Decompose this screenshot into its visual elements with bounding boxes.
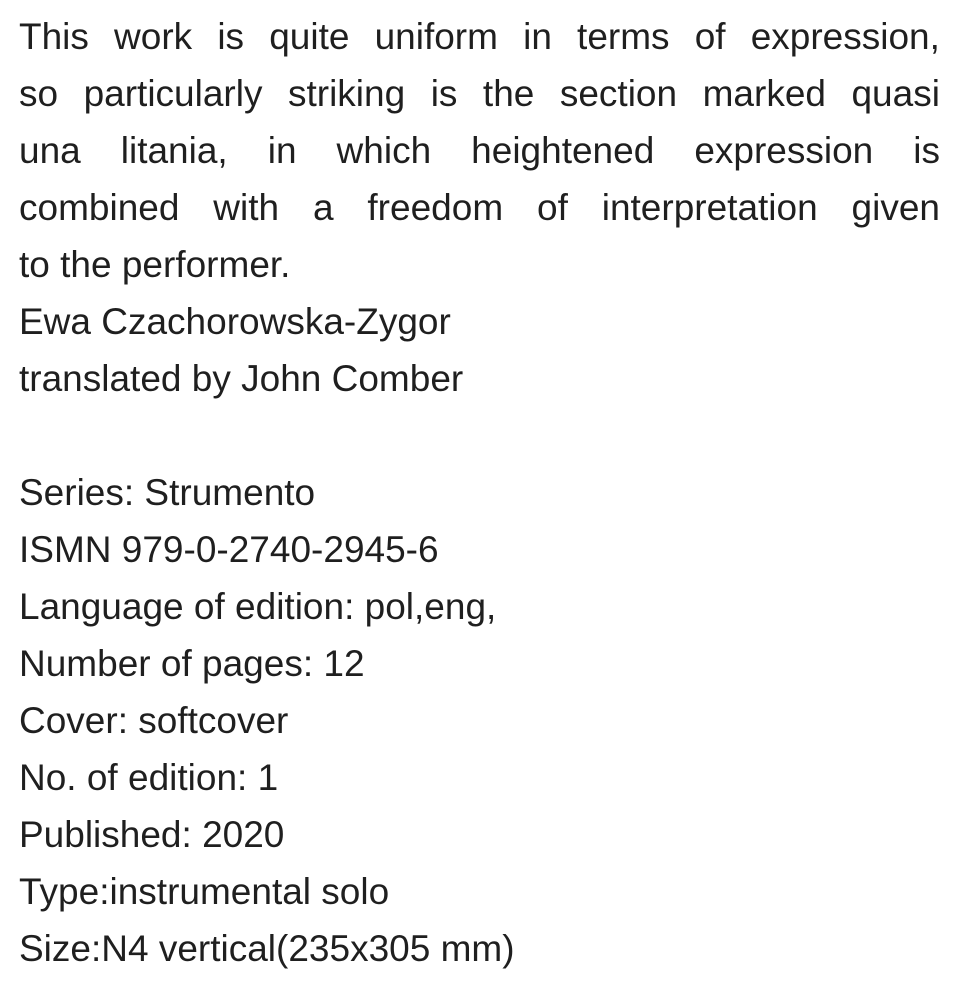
description-word: the — [482, 73, 535, 114]
type-detail: Type:instrumental solo — [19, 871, 390, 912]
description-line — [19, 8, 940, 65]
description-word: of — [537, 187, 568, 228]
translator-credit: translated by John Comber — [19, 358, 464, 399]
description-word: so — [19, 73, 59, 114]
description-word: freedom — [367, 187, 504, 228]
description-word: una — [19, 130, 81, 171]
description-word: quasi — [851, 73, 940, 114]
description-word: particularly — [83, 73, 263, 114]
edition-detail: No. of edition: 1 — [19, 757, 279, 798]
description-word: marked — [702, 73, 826, 114]
description-word: heightened — [471, 130, 655, 171]
description-word: is — [913, 130, 940, 171]
series-detail: Series: Strumento — [19, 472, 316, 513]
spacer — [19, 407, 940, 464]
description-word: is — [217, 16, 245, 57]
description-word: This — [19, 16, 89, 57]
description-word: litania, — [120, 130, 228, 171]
description-word: in — [267, 130, 297, 171]
published-detail: Published: 2020 — [19, 814, 285, 855]
description-line — [19, 65, 940, 122]
description-word: a — [312, 187, 334, 228]
description-word: expression — [694, 130, 874, 171]
author-name: Ewa Czachorowska-Zygor — [19, 301, 451, 342]
description-word: section — [559, 73, 678, 114]
description-word: in — [523, 16, 552, 57]
description-word: given — [851, 187, 940, 228]
product-description — [19, 8, 940, 977]
pages-detail: Number of pages: 12 — [19, 643, 365, 684]
description-word: is — [430, 73, 458, 114]
description-word: interpretation — [601, 187, 818, 228]
description-word: uniform — [374, 16, 498, 57]
description-word: which — [336, 130, 432, 171]
description-line — [19, 179, 940, 236]
cover-detail: Cover: softcover — [19, 700, 289, 741]
ismn-detail: ISMN 979-0-2740-2945-6 — [19, 529, 439, 570]
description-word: quite — [269, 16, 350, 57]
description-word: striking — [287, 73, 406, 114]
description-line — [19, 122, 940, 179]
description-word: with — [213, 187, 280, 228]
description-word: expression, — [750, 16, 940, 57]
size-detail: Size:N4 vertical(235x305 mm) — [19, 928, 515, 969]
description-word: combined — [19, 187, 180, 228]
description-word: work — [114, 16, 193, 57]
description-last-line: to the performer. — [19, 244, 291, 285]
description-word: of — [694, 16, 726, 57]
description-paragraph — [19, 8, 940, 236]
description-word: terms — [577, 16, 670, 57]
language-detail: Language of edition: pol,eng, — [19, 586, 497, 627]
